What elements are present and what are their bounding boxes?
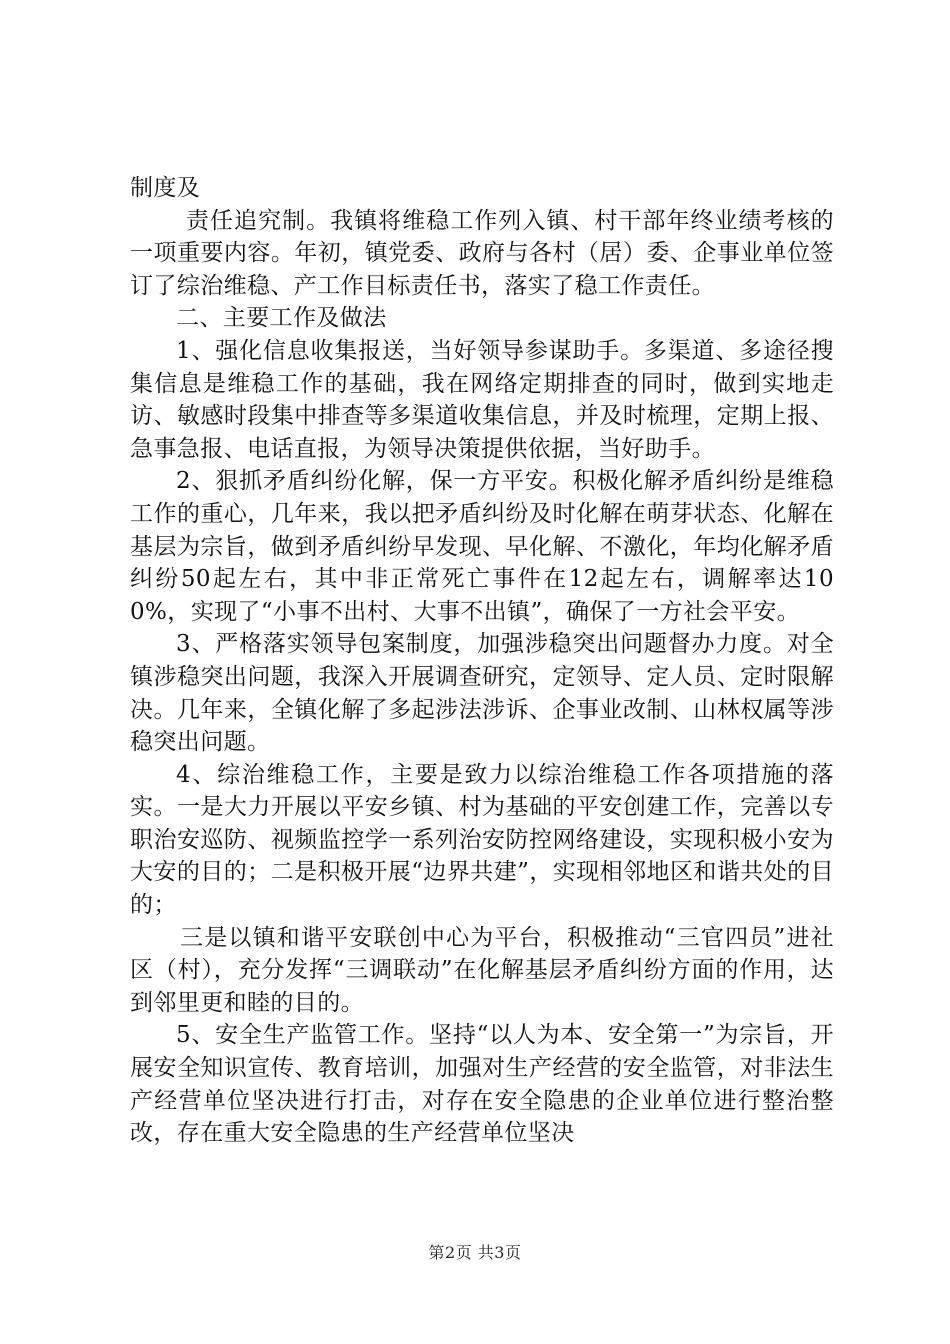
paragraph-item-1: 1、强化信息收集报送，当好领导参谋助手。多渠道、多途径搜集信息是维稳工作的基础，我在网络定期排查的同时，做到实地走访、敏感时段集中排查等多渠道收集信息，并及时梳理，定期上报、急事急报、电话直报，为领导决策提供依据，当好助手。 [130,337,834,462]
paragraph-2: 责任追究制。我镇将维稳工作列入镇、村干部年终业绩考核的一项重要内容。年初，镇党委、政府与各村（居）委、企事业单位签订了综治维稳、产工作目标责任书，落实了稳工作责任。 [130,207,834,299]
paragraph-item-4: 4、综治维稳工作，主要是致力以综治维稳工作各项措施的落实。一是大力开展以平安乡镇、村为基础的平安创建工作，完善以专职治安巡防、视频监控学一系列治安防控网络建设，实现积极小安为大安的目的；二是积极开展“边界共建”，实现相邻地区和谐共处的目的； [130,761,834,919]
document-body [130,172,834,1150]
paragraph-item-3: 3、严格落实领导包案制度，加强涉稳突出问题督办力度。对全镇涉稳突出问题，我深入开展调查研究，定领导、定人员、定时限解决。几年来，全镇化解了多起涉法涉诉、企事业改制、山林权属等涉稳突出问题。 [130,631,834,756]
paragraph-item-5: 5、安全生产监管工作。坚持“以人为本、安全第一”为宗旨，开展安全知识宣传、教育培训，加强对生产经营的安全监管，对非法生产经营单位坚决进行打击，对存在安全隐患的企业单位进行整治整改，存在重大安全隐患的生产经营单位坚决 [130,1022,834,1147]
page-footer: 第2页 共3页 [428,1243,522,1262]
paragraph-1: 制度及 [130,175,201,201]
paragraph-item-4-continued: 三是以镇和谐平安联创中心为平台，积极推动“三官四员”进社区（村），充分发挥“三调联动”在化解基层矛盾纠纷方面的作用，达到邻里更和睦的目的。 [130,924,834,1016]
section-heading: 二、主要工作及做法 [176,305,387,332]
paragraph-item-2: 2、狠抓矛盾纠纷化解，保一方平安。积极化解矛盾纠纷是维稳工作的重心，几年来，我以把矛盾纠纷及时化解在萌芽状态、化解在基层为宗旨，做到矛盾纠纷早发现、早化解、不激化，年均化解矛盾纠纷50起左右，其中非正常死亡事件在12起左右，调解率达100%，实现了“小事不出村、大事不出镇”，确保了一方社会平安。 [130,468,834,625]
